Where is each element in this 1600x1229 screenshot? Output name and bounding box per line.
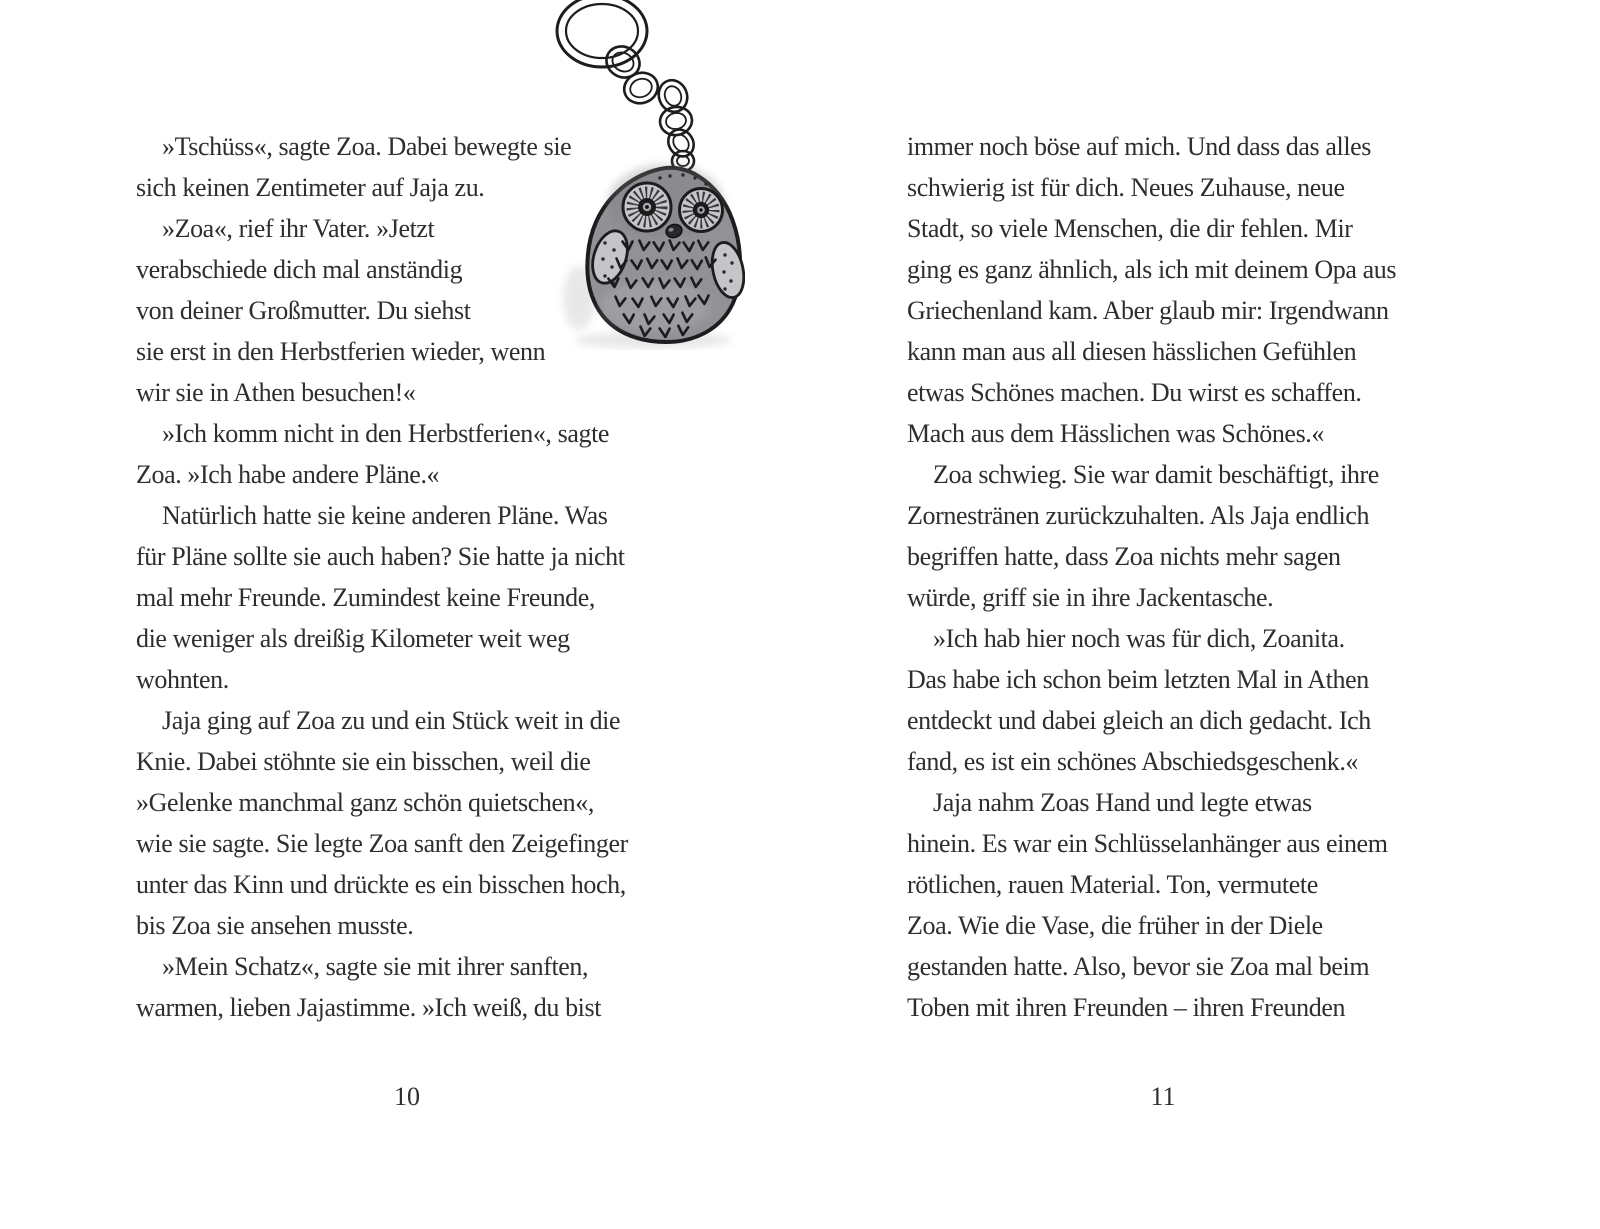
right-page-text <box>907 126 1507 1028</box>
text-line: Zoa. »Ich habe andere Pläne.« <box>136 460 440 489</box>
text-line: »Gelenke manchmal ganz schön quietschen«, <box>136 788 594 817</box>
text-line: sie erst in den Herbstferien wieder, wenn <box>136 337 546 366</box>
text-line: für Pläne sollte sie auch haben? Sie hatte ja nicht <box>136 542 625 571</box>
text-line: begriffen hatte, dass Zoa nichts mehr sagen <box>907 542 1341 571</box>
text-line: rötlichen, rauen Material. Ton, vermutete <box>907 870 1318 899</box>
text-line: Zornestränen zurückzuhalten. Als Jaja endlich <box>907 501 1370 530</box>
text-line: »Ich komm nicht in den Herbstferien«, sagte <box>162 419 610 448</box>
text-line: Mach aus dem Hässlichen was Schönes.« <box>907 419 1324 448</box>
text-line: mal mehr Freunde. Zumindest keine Freunde, <box>136 583 596 612</box>
text-line: Das habe ich schon beim letzten Mal in Athen <box>907 665 1369 694</box>
text-line: »Mein Schatz«, sagte sie mit ihrer sanften, <box>162 952 589 981</box>
text-line: Jaja ging auf Zoa zu und ein Stück weit in die <box>162 706 621 735</box>
text-line: unter das Kinn und drückte es ein bisschen hoch, <box>136 870 626 899</box>
text-line: von deiner Großmutter. Du siehst <box>136 296 471 325</box>
text-line: schwierig ist für dich. Neues Zuhause, neue <box>907 173 1345 202</box>
owl-right-eye <box>680 189 723 232</box>
text-line: Toben mit ihren Freunden – ihren Freunden <box>907 993 1346 1022</box>
left-page-number: 10 <box>394 1082 420 1111</box>
text-line: gestanden hatte. Also, bevor sie Zoa mal beim <box>907 952 1370 981</box>
text-line: Jaja nahm Zoas Hand und legte etwas <box>933 788 1312 817</box>
text-line: die weniger als dreißig Kilometer weit weg <box>136 624 570 653</box>
text-line: wie sie sagte. Sie legte Zoa sanft den Zeigefinger <box>136 829 628 858</box>
text-line: fand, es ist ein schönes Abschiedsgeschenk.« <box>907 747 1359 776</box>
text-line: bis Zoa sie ansehen musste. <box>136 911 414 940</box>
chain-links <box>601 41 699 171</box>
text-line: Zoa schwieg. Sie war damit beschäftigt, ihre <box>933 460 1379 489</box>
text-line: »Zoa«, rief ihr Vater. »Jetzt <box>162 214 435 243</box>
text-line: etwas Schönes machen. Du wirst es schaffen. <box>907 378 1362 407</box>
right-page-number: 11 <box>1150 1082 1176 1111</box>
owl-keychain-illustration <box>535 0 745 350</box>
text-line: würde, griff sie in ihre Jackentasche. <box>907 583 1274 612</box>
text-line: Stadt, so viele Menschen, die dir fehlen. Mir <box>907 214 1353 243</box>
text-line: hinein. Es war ein Schlüsselanhänger aus einem <box>907 829 1388 858</box>
text-line: Knie. Dabei stöhnte sie ein bisschen, weil die <box>136 747 591 776</box>
key-ring <box>557 0 647 67</box>
text-line: sich keinen Zentimeter auf Jaja zu. <box>136 173 485 202</box>
text-line: »Ich hab hier noch was für dich, Zoanita. <box>933 624 1345 653</box>
text-line: immer noch böse auf mich. Und dass das alles <box>907 132 1372 161</box>
owl-left-eye <box>623 183 671 231</box>
text-line: ging es ganz ähnlich, als ich mit deinem Opa aus <box>907 255 1397 284</box>
text-line: verabschiede dich mal anständig <box>136 255 463 284</box>
text-line: »Tschüss«, sagte Zoa. Dabei bewegte sie <box>162 132 572 161</box>
text-line: Natürlich hatte sie keine anderen Pläne. Was <box>162 501 608 530</box>
text-line: wir sie in Athen besuchen!« <box>136 378 416 407</box>
text-line: wohnten. <box>136 665 229 694</box>
text-line: entdeckt und dabei gleich an dich gedacht. Ich <box>907 706 1371 735</box>
text-line: kann man aus all diesen hässlichen Gefühlen <box>907 337 1357 366</box>
text-line: warmen, lieben Jajastimme. »Ich weiß, du bist <box>136 993 602 1022</box>
text-line: Zoa. Wie die Vase, die früher in der Diele <box>907 911 1323 940</box>
text-line: Griechenland kam. Aber glaub mir: Irgendwann <box>907 296 1389 325</box>
